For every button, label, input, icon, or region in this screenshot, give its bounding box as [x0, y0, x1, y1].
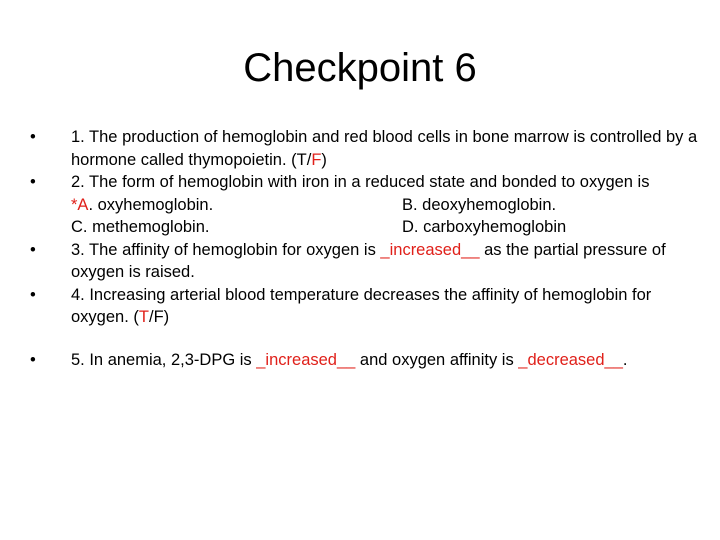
question-2-options-row-1	[71, 194, 700, 217]
question-4-answer-true: T	[138, 308, 149, 326]
question-2	[30, 171, 700, 239]
question-1-separator: /	[306, 150, 312, 169]
option-c: C. methemoglobin.	[71, 218, 210, 236]
option-a-text: . oxyhemoglobin.	[88, 195, 214, 214]
question-3	[30, 239, 700, 284]
option-d: D. carboxyhemoglobin	[402, 218, 567, 236]
question-4-close: )	[163, 308, 170, 326]
bullet: •	[30, 240, 36, 259]
question-3-before: 3. The affinity of hemoglobin for oxygen is	[71, 240, 381, 259]
question-4	[30, 284, 700, 329]
question-1-option-true: T	[296, 150, 307, 169]
question-4-text: 4. Increasing arterial blood temperature decreases the affinity of hemoglobin for oxygen. (	[71, 285, 652, 326]
question-5	[30, 349, 700, 372]
bullet: •	[30, 285, 36, 304]
question-5-answer-2: _decreased__	[518, 350, 623, 369]
slide-title: Checkpoint 6	[243, 46, 477, 90]
bullet: •	[30, 128, 36, 146]
bullet: •	[30, 173, 36, 191]
question-5-middle: and oxygen affinity is	[355, 350, 519, 369]
spacer	[30, 329, 700, 349]
bullet: •	[30, 350, 36, 369]
question-1-answer-false: F	[311, 150, 322, 169]
question-1-text: 1. The production of hemoglobin and red blood cells in bone marrow is controlled by a hormone called thymopoietin. (	[71, 128, 698, 169]
question-3-answer: _increased__	[380, 240, 480, 259]
option-a	[71, 194, 402, 217]
question-5-end: .	[622, 350, 628, 369]
question-2-text: 2. The form of hemoglobin with iron in a reduced state and bonded to oxygen is	[71, 173, 650, 191]
question-1	[30, 126, 700, 171]
question-3-after: as the partial pressure of oxygen is raised.	[71, 240, 666, 281]
question-1-close: )	[321, 150, 327, 169]
question-5-before: 5. In anemia, 2,3-DPG is	[71, 350, 257, 369]
question-4-separator: /	[148, 308, 154, 326]
slide-content	[30, 126, 700, 371]
option-b: B. deoxyhemoglobin.	[402, 195, 557, 214]
question-5-answer-1: _increased__	[256, 350, 356, 369]
question-4-option-false: F	[153, 308, 164, 326]
question-2-options-row-2	[71, 216, 700, 239]
option-a-marker: *A	[71, 195, 89, 214]
